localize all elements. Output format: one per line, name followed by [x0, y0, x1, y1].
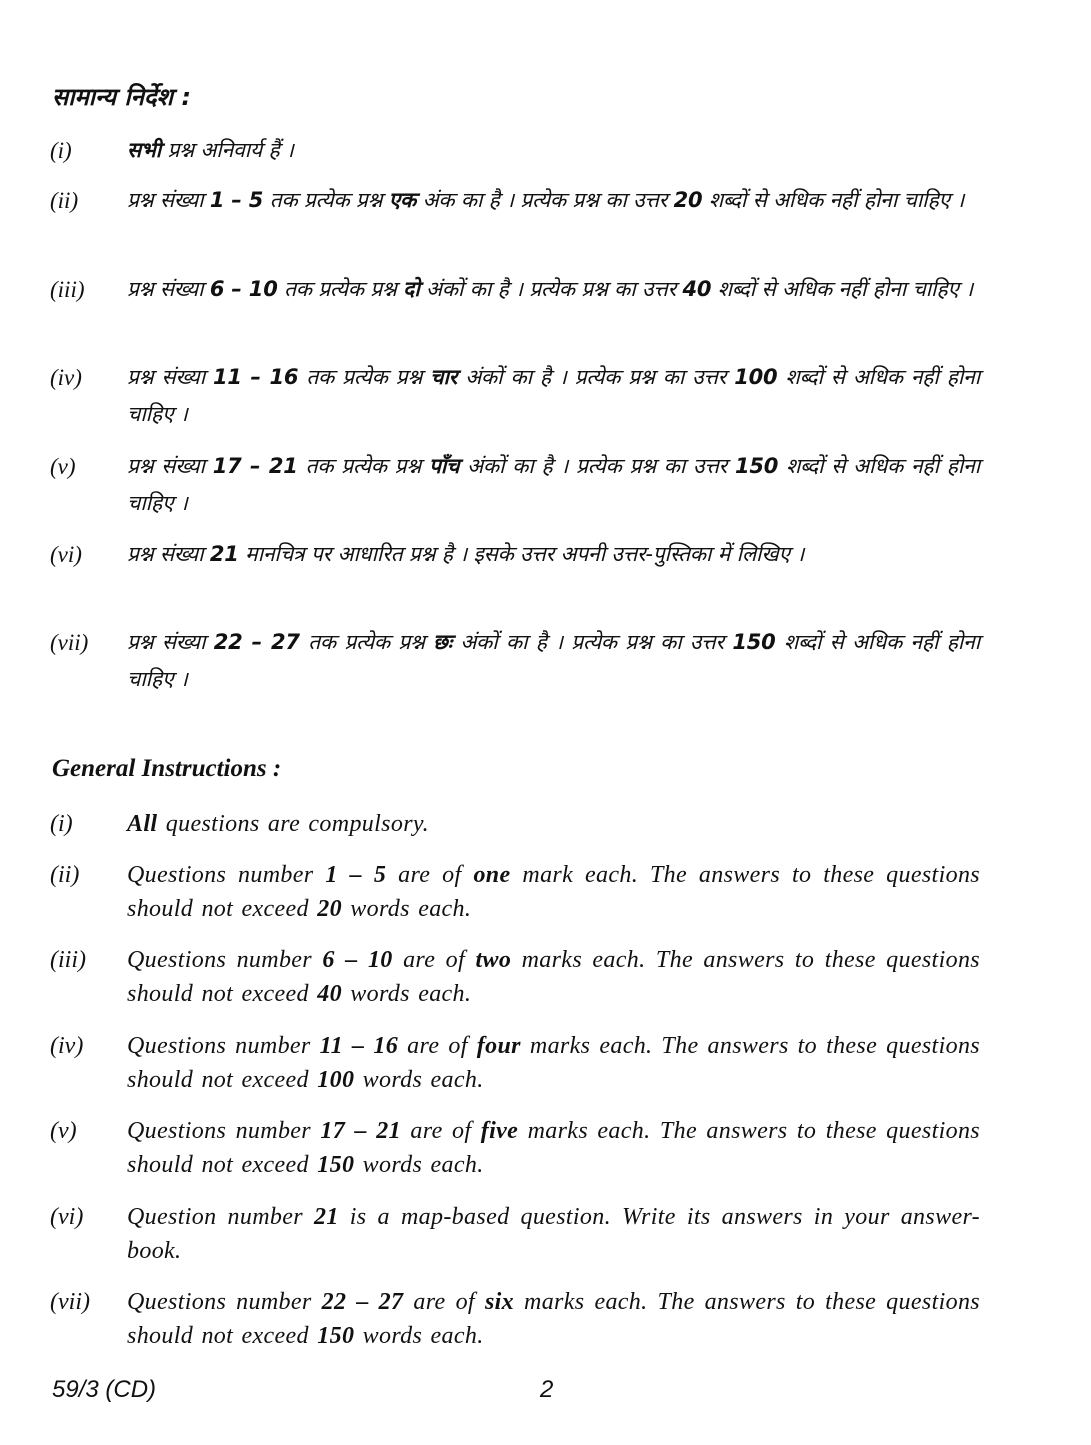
- instruction-fragment: questions are compulsory.: [157, 811, 429, 837]
- paper-code: 59/3 (CD): [52, 1376, 157, 1403]
- emphasis-text: 17 – 21: [320, 1118, 402, 1144]
- instruction-text: [127, 132, 980, 169]
- emphasis-text: 1 – 5: [325, 862, 387, 888]
- instruction-fragment: प्रश्न संख्या: [127, 630, 214, 654]
- instruction-text: [127, 858, 980, 926]
- emphasis-text: 11 – 16: [213, 365, 299, 389]
- english-heading: General Instructions :: [52, 755, 282, 782]
- instruction-fragment: Questions number: [127, 947, 323, 973]
- instruction-fragment: अंक का है । प्रत्येक प्रश्न का उत्तर: [416, 188, 674, 212]
- instruction-fragment: तक प्रत्येक प्रश्न: [263, 188, 389, 212]
- emphasis-text: 150: [317, 1152, 355, 1178]
- emphasis-text: पाँच: [428, 454, 460, 478]
- instruction-fragment: Questions number: [127, 1118, 321, 1144]
- instruction-fragment: प्रश्न संख्या: [127, 188, 210, 212]
- emphasis-text: 100: [734, 365, 778, 389]
- instruction-number: (ii): [50, 862, 80, 888]
- emphasis-text: six: [484, 1289, 515, 1315]
- instruction-fragment: अंकों का है । प्रत्येक प्रश्न का उत्तर: [457, 365, 735, 389]
- emphasis-text: चार: [430, 365, 458, 389]
- emphasis-text: 21: [209, 542, 239, 566]
- instruction-fragment: अंकों का है । प्रत्येक प्रश्न का उत्तर: [451, 630, 733, 654]
- instruction-fragment: words each.: [354, 1067, 484, 1093]
- emphasis-text: All: [127, 811, 158, 837]
- instruction-number: (iii): [50, 947, 86, 973]
- instruction-fragment: तक प्रत्येक प्रश्न: [299, 630, 434, 654]
- instruction-fragment: words each.: [341, 981, 472, 1007]
- instruction-fragment: प्रश्न संख्या: [127, 454, 213, 478]
- instruction-fragment: are of: [401, 1118, 481, 1144]
- instruction-fragment: marks each. The answers to these questions should not exceed: [127, 1289, 980, 1349]
- emphasis-text: 20: [673, 188, 703, 212]
- emphasis-text: 150: [317, 1323, 355, 1349]
- instruction-number: (vii): [50, 1289, 90, 1315]
- instruction-fragment: marks each. The answers to these questions should not exceed: [127, 1033, 980, 1093]
- instruction-fragment: are of: [398, 1033, 477, 1059]
- instruction-fragment: अंकों का है । प्रत्येक प्रश्न का उत्तर: [459, 454, 735, 478]
- instruction-fragment: प्रश्न अनिवार्य हैं ।: [161, 138, 294, 162]
- instruction-number: (v): [50, 454, 76, 479]
- emphasis-text: 20: [317, 896, 342, 922]
- instruction-number: (iv): [50, 365, 82, 390]
- instruction-fragment: marks each. The answers to these questions should not exceed: [127, 1118, 980, 1178]
- instruction-number: (ii): [50, 188, 79, 213]
- instruction-text: [127, 1285, 980, 1353]
- instruction-text: [127, 1200, 980, 1268]
- instruction-number: (vii): [50, 630, 89, 655]
- emphasis-text: 22 – 27: [213, 630, 300, 654]
- emphasis-text: 17 – 21: [212, 454, 298, 478]
- instruction-fragment: तक प्रत्येक प्रश्न: [277, 277, 404, 301]
- instruction-number: (i): [50, 138, 72, 163]
- instruction-fragment: words each.: [341, 896, 472, 922]
- instruction-fragment: शब्दों से अधिक नहीं होना चाहिए ।: [127, 365, 980, 426]
- instruction-fragment: तक प्रत्येक प्रश्न: [297, 454, 429, 478]
- instruction-fragment: Questions number: [127, 862, 326, 888]
- emphasis-text: 1 – 5: [209, 188, 264, 212]
- instruction-text: [127, 271, 980, 308]
- instruction-text: [127, 182, 980, 219]
- instruction-fragment: तक प्रत्येक प्रश्न: [298, 365, 431, 389]
- instruction-fragment: are of: [403, 1289, 485, 1315]
- emphasis-text: five: [480, 1118, 519, 1144]
- instruction-number: (vi): [50, 1204, 84, 1230]
- instruction-fragment: प्रश्न संख्या: [127, 365, 213, 389]
- instruction-fragment: mark each. The answers to these questions should not exceed: [127, 862, 980, 922]
- instruction-text: [127, 943, 980, 1011]
- instruction-number: (v): [50, 1118, 77, 1144]
- instruction-fragment: शब्दों से अधिक नहीं होना चाहिए ।: [127, 630, 980, 691]
- instruction-fragment: marks each. The answers to these questions should not exceed: [127, 947, 980, 1007]
- instruction-fragment: is a map-based question. Write its answers in your answer-book.: [127, 1204, 980, 1264]
- instruction-text: [127, 448, 980, 522]
- emphasis-text: दो: [403, 277, 420, 301]
- emphasis-text: 11 – 16: [319, 1033, 399, 1059]
- instruction-text: [127, 536, 980, 573]
- instruction-fragment: words each.: [354, 1323, 484, 1349]
- emphasis-text: two: [475, 947, 512, 973]
- instruction-text: [127, 624, 980, 698]
- instruction-fragment: are of: [392, 947, 476, 973]
- instruction-fragment: Question number: [127, 1204, 315, 1230]
- instruction-number: (iii): [50, 277, 85, 302]
- instruction-fragment: मानचित्र पर आधारित प्रश्न है । इसके उत्तर अपनी उत्तर-पुस्तिका में लिखिए ।: [238, 542, 805, 566]
- instruction-number: (iv): [50, 1033, 84, 1059]
- emphasis-text: one: [473, 862, 511, 888]
- emphasis-text: four: [476, 1033, 521, 1059]
- instruction-number: (vi): [50, 542, 82, 567]
- instruction-fragment: Questions number: [127, 1289, 322, 1315]
- instruction-fragment: प्रश्न संख्या: [127, 277, 210, 301]
- instruction-fragment: शब्दों से अधिक नहीं होना चाहिए ।: [702, 188, 965, 212]
- instruction-text: [127, 359, 980, 433]
- emphasis-text: 100: [317, 1067, 355, 1093]
- emphasis-text: 150: [732, 630, 776, 654]
- instruction-text: [127, 1029, 980, 1097]
- hindi-heading: सामान्य निर्देश :: [52, 83, 191, 111]
- instruction-fragment: Questions number: [127, 1033, 320, 1059]
- instruction-fragment: शब्दों से अधिक नहीं होना चाहिए ।: [711, 277, 974, 301]
- instruction-fragment: शब्दों से अधिक नहीं होना चाहिए ।: [127, 454, 980, 515]
- emphasis-text: छः: [433, 630, 452, 654]
- instruction-text: [127, 1114, 980, 1182]
- emphasis-text: 6 – 10: [322, 947, 393, 973]
- instruction-fragment: words each.: [354, 1152, 484, 1178]
- emphasis-text: 40: [317, 981, 342, 1007]
- instruction-fragment: are of: [386, 862, 474, 888]
- instruction-fragment: प्रश्न संख्या: [127, 542, 210, 566]
- instruction-text: [127, 807, 980, 841]
- emphasis-text: 21: [314, 1204, 339, 1230]
- emphasis-text: 6 – 10: [209, 277, 278, 301]
- instruction-number: (i): [50, 811, 73, 837]
- page-number: 2: [540, 1376, 554, 1403]
- emphasis-text: सभी: [127, 138, 161, 162]
- emphasis-text: एक: [388, 188, 417, 212]
- instruction-fragment: अंकों का है । प्रत्येक प्रश्न का उत्तर: [419, 277, 683, 301]
- emphasis-text: 150: [734, 454, 779, 478]
- emphasis-text: 22 – 27: [321, 1289, 404, 1315]
- emphasis-text: 40: [682, 277, 712, 301]
